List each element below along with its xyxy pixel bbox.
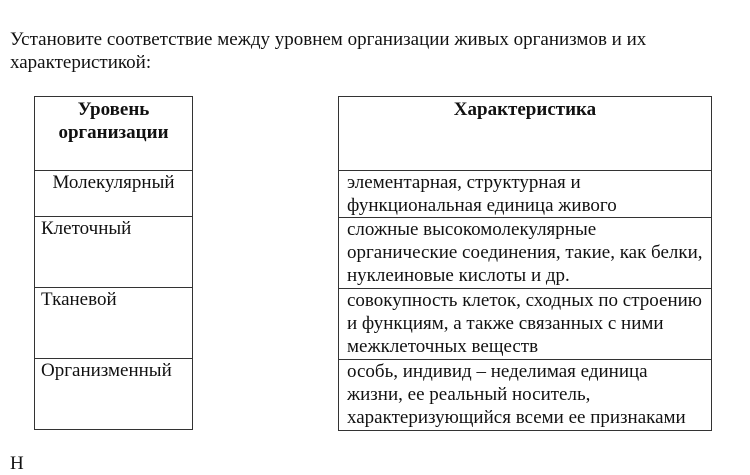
characteristic-cell: элементарная, структурная и функциональная единица живого (339, 171, 712, 218)
levels-table (34, 96, 193, 430)
characteristics-header: Характеристика (339, 97, 712, 171)
level-cell: Молекулярный (35, 171, 193, 217)
level-cell: Клеточный (35, 217, 193, 288)
characteristics-table (338, 96, 712, 431)
truncated-text-line: Н (10, 453, 24, 474)
level-cell: Организменный (35, 359, 193, 430)
level-cell: Тканевой (35, 288, 193, 359)
characteristic-cell: совокупность клеток, сходных по строению и функциям, а также связанных с ними межклеточных веществ (339, 289, 712, 360)
characteristic-cell: сложные высокомолекулярные органические соединения, такие, как белки, нуклеиновые кислоты и др. (339, 218, 712, 289)
characteristic-cell: особь, индивид – неделимая единица жизни, ее реальный носитель, характеризующийся всеми ее признаками (339, 360, 712, 431)
levels-header: Уровень организации (35, 97, 193, 171)
task-instruction: Установите соответствие между уровнем организации живых организмов и их характеристикой: (10, 29, 647, 73)
